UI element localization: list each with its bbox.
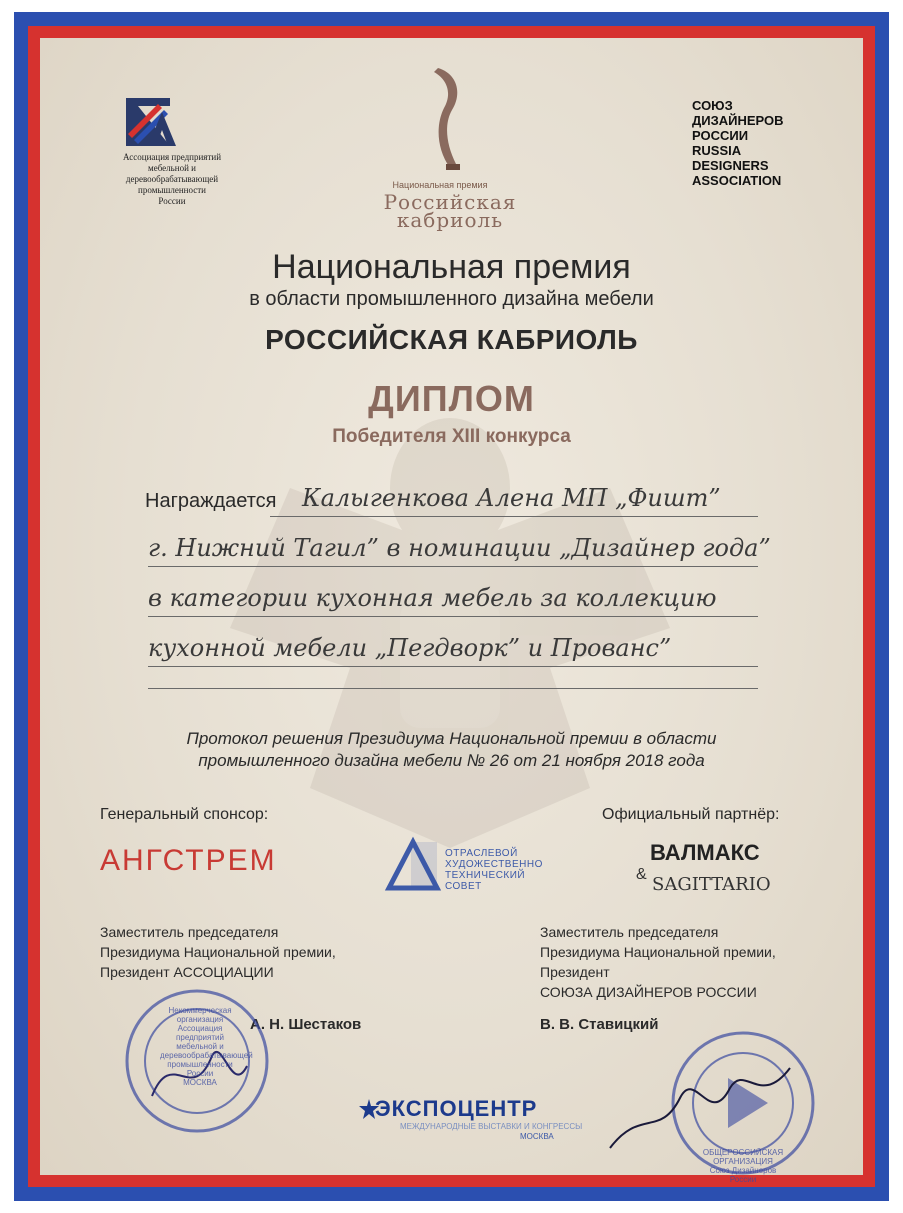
angstrem-logo: АНГСТРЕМ — [100, 844, 277, 877]
protocol-text: Протокол решения Президиума Национальной премии в области промышленного дизайна мебели № 26 от 21 ноября 2018 года — [186, 729, 717, 770]
cabriole-leg-logo-icon — [428, 64, 472, 174]
designers-union-logo: СОЮЗ ДИЗАЙНЕРОВ РОССИИ RUSSIA DESIGNERS ASSOCIATION — [692, 98, 784, 188]
handwritten-line-1: Калыгенкова Алена МП „Фишт” — [302, 484, 721, 512]
right-signature-icon — [600, 1048, 800, 1158]
expocentre-logo: ЭКСПОЦЕНТР — [375, 1096, 538, 1121]
winner-subheading: Победителя XIII конкурса — [332, 426, 571, 447]
right-stamp-text: ОБЩЕРОССИЙСКАЯ ОРГАНИЗАЦИЯ Союз Дизайнеров России — [702, 1148, 784, 1184]
general-sponsor-label: Генеральный спонсор: — [100, 806, 269, 823]
association-logo-icon — [118, 94, 182, 150]
association-caption: Ассоциация предприятий мебельной и деревообрабатывающей промышленности России — [122, 152, 222, 206]
award-underline-1 — [270, 516, 758, 517]
expocentre-city: МОСКВА — [520, 1132, 554, 1141]
awarded-label: Награждается — [145, 490, 277, 512]
handwritten-line-2: г. Нижний Тагил” в номинации „Дизайнер года” — [148, 534, 771, 562]
left-stamp-text: Некоммерческая организация Ассоциация предприятий мебельной и деревообрабатывающей промышленности России МОСКВА — [160, 1006, 253, 1087]
diploma-heading: ДИПЛОМ — [368, 378, 535, 419]
left-signatory-name: А. Н. Шестаков — [250, 1016, 362, 1033]
award-name: РОССИЙСКАЯ КАБРИОЛЬ — [265, 324, 638, 355]
valmaks-logo: ВАЛМАКС — [650, 840, 760, 865]
sagittario-logo: SAGITTARIO — [652, 874, 771, 895]
award-underline-4 — [148, 666, 758, 667]
expocentre-subtitle: МЕЖДУНАРОДНЫЕ ВЫСТАВКИ И КОНГРЕССЫ — [400, 1122, 583, 1131]
premium-logo-big: Российская кабриоль — [383, 190, 517, 232]
right-signatory-name: В. В. Ставицкий — [540, 1016, 659, 1033]
prize-subtitle: в области промышленного дизайна мебели — [249, 288, 654, 310]
council-logo-icon — [385, 838, 441, 894]
premium-logo-small: Национальная премия — [392, 180, 488, 190]
award-underline-3 — [148, 616, 758, 617]
left-signatory-title: Заместитель председателя Президиума Национальной премии, Президент АССОЦИАЦИИ — [100, 924, 336, 980]
right-signatory-title: Заместитель председателя Президиума Национальной премии, Президент СОЮЗА ДИЗАЙНЕРОВ РОССИИ — [540, 924, 776, 1000]
diploma-paper — [40, 38, 863, 1184]
handwritten-line-4: кухонной мебели „Пегдворк” и Прованс” — [148, 634, 672, 662]
official-partner-label: Официальный партнёр: — [602, 806, 780, 823]
council-caption: ОТРАСЛЕВОЙ ХУДОЖЕСТВЕННО ТЕХНИЧЕСКИЙ СОВЕТ — [445, 848, 543, 892]
award-underline-5 — [148, 688, 758, 689]
ampersand-icon: & — [636, 866, 647, 883]
handwritten-line-3: в категории кухонная мебель за коллекцию — [148, 584, 717, 612]
award-underline-2 — [148, 566, 758, 567]
prize-title: Национальная премия — [272, 248, 631, 286]
